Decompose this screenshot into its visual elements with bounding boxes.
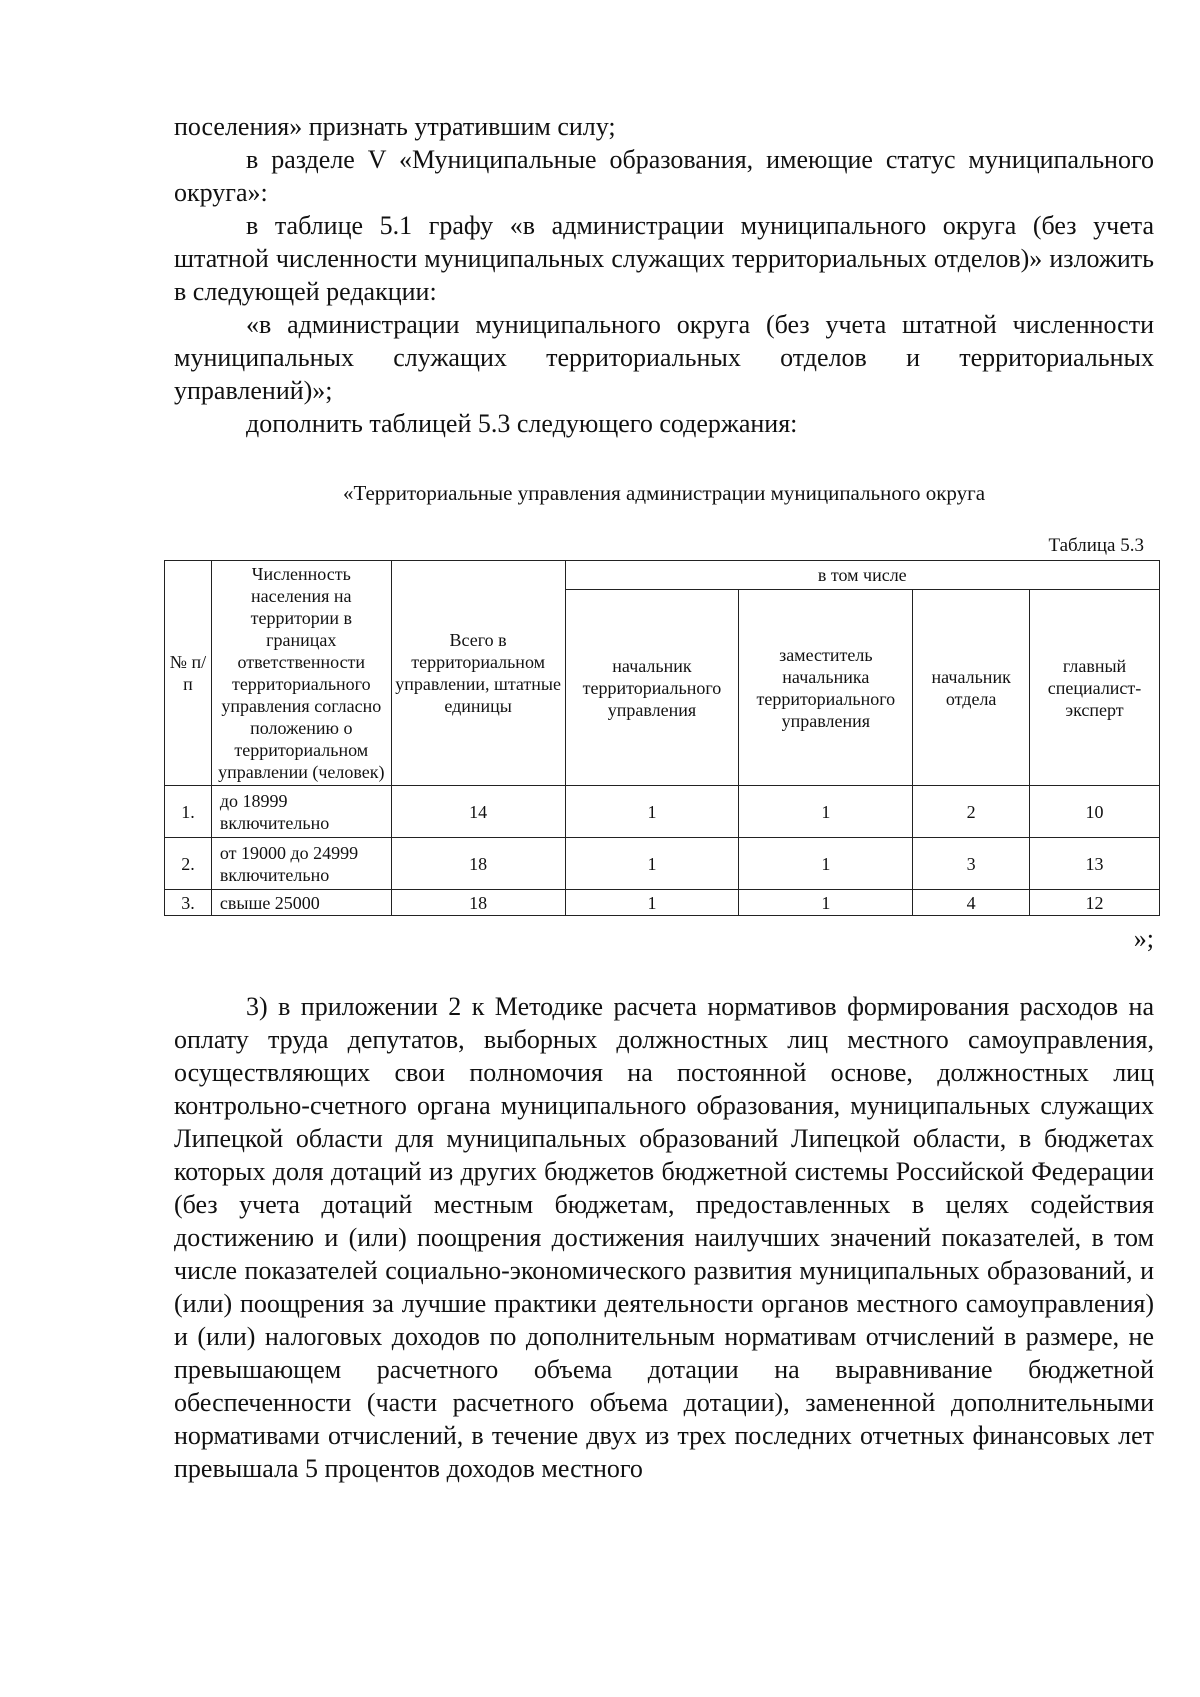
cell-num: 2.: [165, 838, 212, 890]
paragraph-table-5-1: в таблице 5.1 графу «в администрации муниципального округа (без учета штатной численности муниципальных служащих территориальных отделов)» изложить в следующей редакции:: [174, 211, 1154, 306]
header-population: Численность населения на территории в границах ответственности территориального управления согласно положению о территориальном управлении (человек): [211, 561, 391, 786]
cell-chief-specialist: 12: [1030, 890, 1160, 916]
table-number: Таблица 5.3: [1048, 535, 1144, 556]
table-closing-quote: »;: [1133, 924, 1154, 953]
table-row: [165, 890, 1160, 916]
table-caption: «Территориальные управления администрации муниципального округа: [342, 481, 986, 505]
cell-num: 1.: [165, 786, 212, 838]
cell-chief-specialist: 13: [1030, 838, 1160, 890]
paragraph-section-v: в разделе V «Муниципальные образования, имеющие статус муниципального округа»:: [174, 145, 1154, 207]
cell-dept-head: 4: [913, 890, 1030, 916]
cell-dept-head: 2: [913, 786, 1030, 838]
cell-num: 3.: [165, 890, 212, 916]
cell-total: 18: [391, 890, 565, 916]
header-total: Всего в территориальном управлении, штатные единицы: [391, 561, 565, 786]
header-head: начальник территориального управления: [565, 590, 739, 786]
table-row: [165, 838, 1160, 890]
cell-head: 1: [565, 786, 739, 838]
cell-deputy: 1: [739, 890, 913, 916]
document-page: [169, 110, 1154, 1485]
cell-chief-specialist: 10: [1030, 786, 1160, 838]
cell-population: до 18999 включительно: [211, 786, 391, 838]
cell-dept-head: 3: [913, 838, 1030, 890]
cell-head: 1: [565, 890, 739, 916]
cell-total: 18: [391, 838, 565, 890]
cell-deputy: 1: [739, 786, 913, 838]
header-num: № п/п: [165, 561, 212, 786]
paragraph-add-table: дополнить таблицей 5.3 следующего содержания:: [246, 409, 798, 438]
cell-head: 1: [565, 838, 739, 890]
cell-deputy: 1: [739, 838, 913, 890]
header-including: в том числе: [565, 561, 1159, 590]
table-row: [165, 786, 1160, 838]
staffing-table: [164, 560, 1160, 916]
cell-population: свыше 25000: [211, 890, 391, 916]
cell-total: 14: [391, 786, 565, 838]
table-header-row: [165, 561, 1160, 590]
paragraph-item-3: 3) в приложении 2 к Методике расчета нормативов формирования расходов на оплату труда депутатов, выборных должностных лиц местного самоуправления, осуществляющих свои полномочия на постоянной основе, должностных лиц контрольно-счетного органа муниципального образования, муниципальных служащих Липецкой области для муниципальных образований Липецкой области, в бюджетах которых доля дотаций из других бюджетов бюджетной системы Российской Федерации (без учета дотаций местным бюджетам, предоставленных в целях содействия достижению и (или) поощрения достижения наилучших значений показателей, в том числе показателей социально-экономического развития муниципальных образований, и (или) поощрения за лучшие практики деятельности органов местного самоуправления) и (или) налоговых доходов по дополнительным нормативам отчислений в размере, не превышающем расчетного объема дотации на выравнивание бюджетной обеспеченности (части расчетного объема дотации), замененной дополнительными нормативами отчислений, в течение двух из трех последних отчетных финансовых лет превышала 5 процентов доходов местного: [174, 992, 1154, 1483]
header-dept-head: начальник отдела: [913, 590, 1030, 786]
header-chief-specialist: главный специалист-эксперт: [1030, 590, 1160, 786]
header-deputy: заместитель начальника территориального управления: [739, 590, 913, 786]
cell-population: от 19000 до 24999 включительно: [211, 838, 391, 890]
paragraph-continuation: поселения» признать утратившим силу;: [174, 112, 616, 141]
paragraph-new-wording: «в администрации муниципального округа (без учета штатной численности муниципальных служащих территориальных отделов и территориальных управлений)»;: [174, 310, 1154, 405]
